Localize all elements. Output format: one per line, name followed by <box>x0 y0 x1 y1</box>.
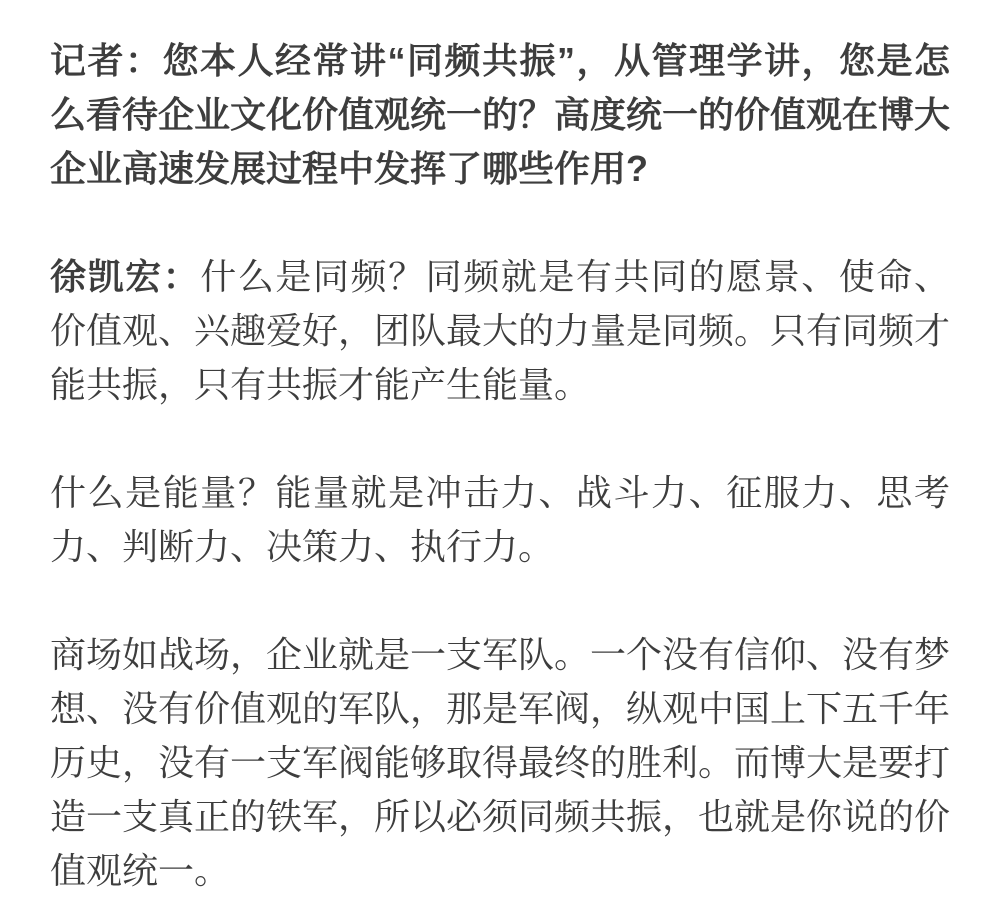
answer-text-2: 什么是能量？能量就是冲击力、战斗力、征服力、思考力、判断力、决策力、执行力。 <box>50 472 950 567</box>
answer-text-3: 商场如战场，企业就是一支军队。一个没有信仰、没有梦想、没有价值观的军队，那是军阀，纵观中国上下五千年历史，没有一支军阀能够取得最终的胜利。而博大是要打造一支真正的铁军，所以必须同频共振，也就是你说的价值观统一。 <box>50 634 951 891</box>
interviewee-speaker-label: 徐凯宏： <box>50 256 201 297</box>
answer-text-1: 什么是同频？同频就是有共同的愿景、使命、价值观、兴趣爱好，团队最大的力量是同频。只有同频才能共振，只有共振才能产生能量。 <box>50 256 951 405</box>
question-text: 您本人经常讲“同频共振”，从管理学讲，您是怎么看待企业文化价值观统一的？高度统一的价值观在博大企业高速发展过程中发挥了哪些作用? <box>50 40 951 189</box>
interview-answer-paragraph-2 <box>50 466 950 574</box>
interview-answer-paragraph-3 <box>50 628 950 898</box>
interview-answer-paragraph-1 <box>50 250 950 412</box>
interview-question-paragraph <box>50 34 950 196</box>
reporter-speaker-label: 记者： <box>50 40 163 81</box>
